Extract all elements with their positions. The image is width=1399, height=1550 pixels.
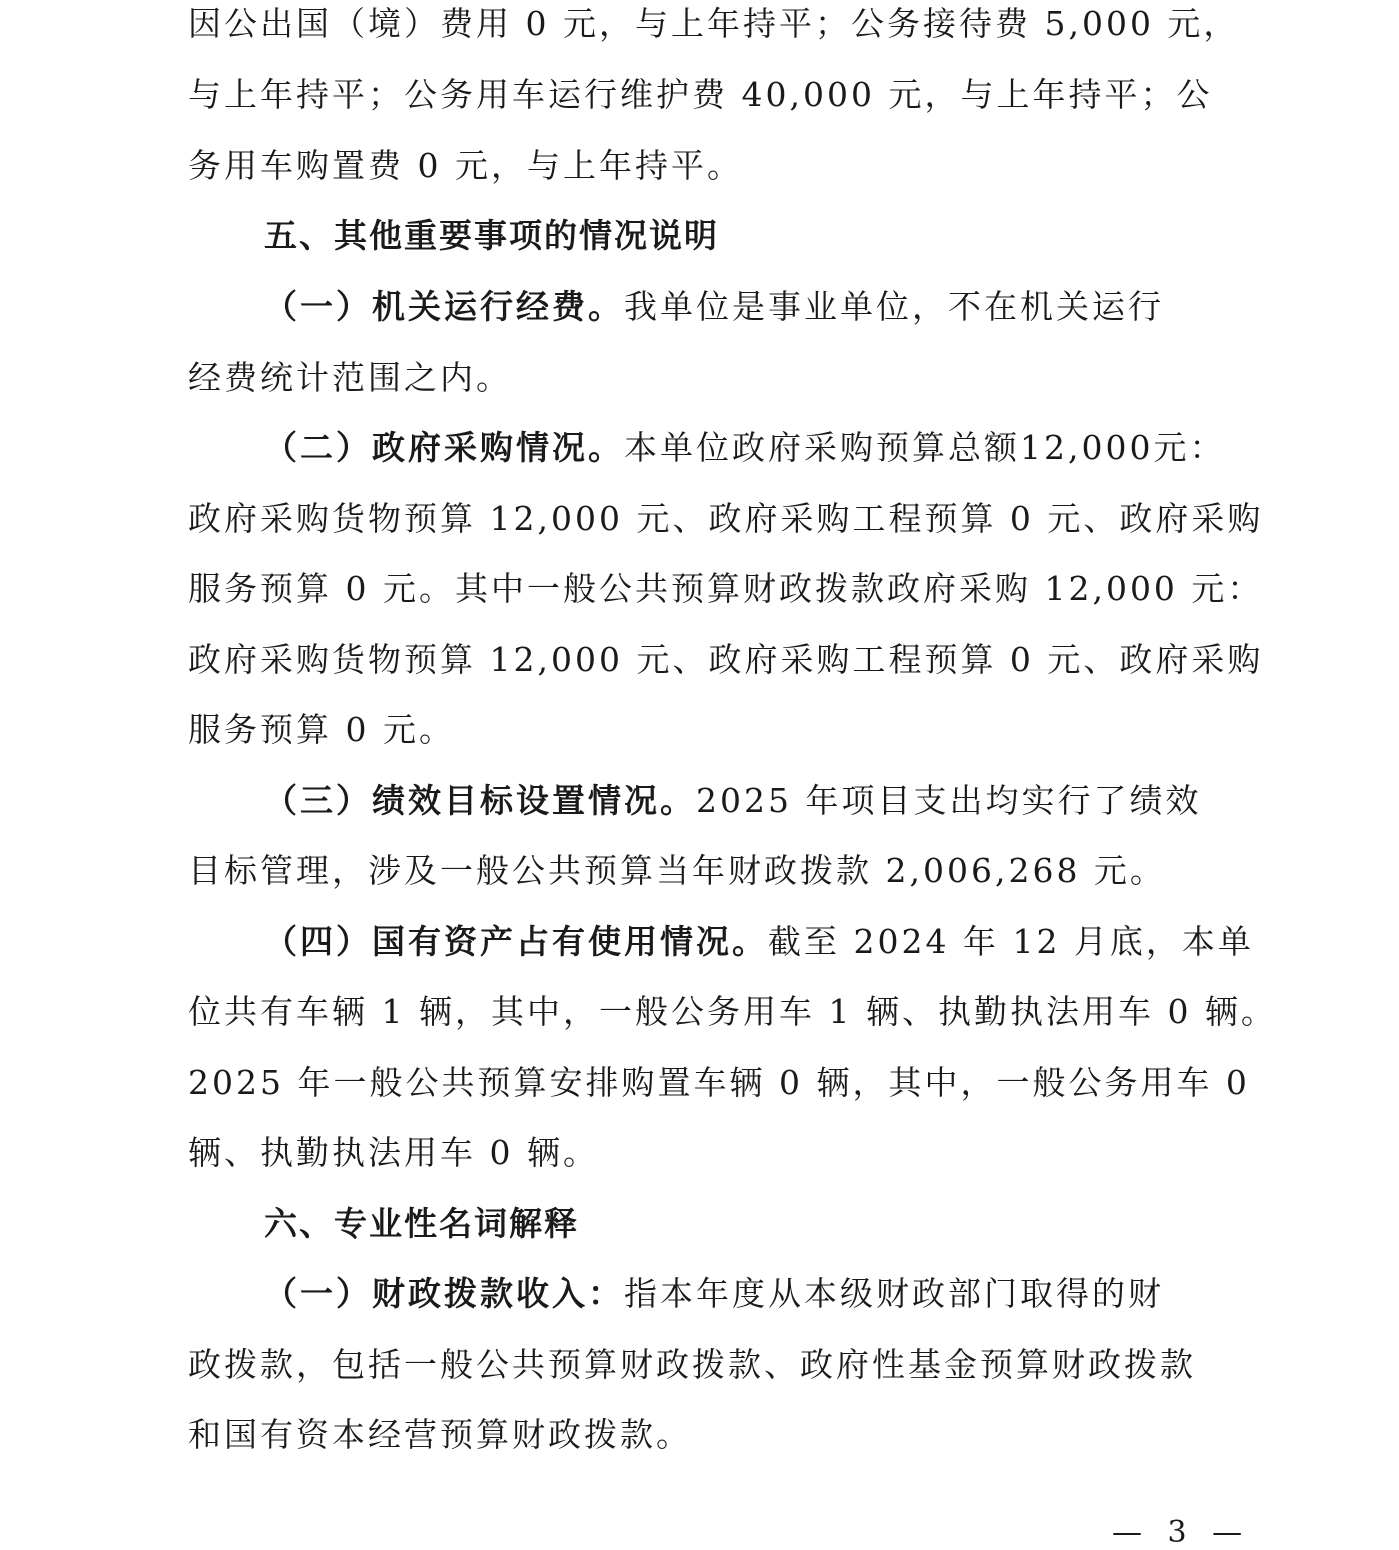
paragraph-line: 辆、执勤执法用车 0 辆。 xyxy=(188,1133,599,1172)
paragraph-text: 本单位政府采购预算总额12,000元： xyxy=(624,428,1226,467)
paragraph-line: 位共有车辆 1 辆，其中，一般公务用车 1 辆、执勤执法用车 0 辆。 xyxy=(188,992,1277,1031)
paragraph-line: 与上年持平；公务用车运行维护费 40,000 元，与上年持平；公 xyxy=(188,75,1213,114)
paragraph-line: 政府采购货物预算 12,000 元、政府采购工程预算 0 元、政府采购 xyxy=(188,499,1264,538)
paragraph-line xyxy=(264,287,1228,327)
subsection-label: （一）机关运行经费。 xyxy=(264,287,624,326)
paragraph-line xyxy=(264,428,1228,468)
paragraph-line: 目标管理，涉及一般公共预算当年财政拨款 2,006,268 元。 xyxy=(188,851,1166,890)
subsection-label: （一）财政拨款收入： xyxy=(264,1274,624,1313)
paragraph-line xyxy=(264,922,1254,962)
paragraph-text: 2025 年项目支出均实行了绩效 xyxy=(696,781,1202,820)
page-number: — 3 — xyxy=(1112,1515,1251,1550)
paragraph-line: 因公出国（境）费用 0 元，与上年持平；公务接待费 5,000 元， xyxy=(188,4,1240,43)
paragraph-line: 服务预算 0 元。 xyxy=(188,710,455,749)
paragraph-line: 服务预算 0 元。其中一般公共预算财政拨款政府采购 12,000 元： xyxy=(188,569,1264,608)
subsection-label: （二）政府采购情况。 xyxy=(264,428,624,467)
paragraph-text: 指本年度从本级财政部门取得的财 xyxy=(624,1274,1164,1313)
paragraph-line xyxy=(264,781,1228,821)
section-heading-5: 五、其他重要事项的情况说明 xyxy=(264,216,719,255)
paragraph-line: 经费统计范围之内。 xyxy=(188,358,512,397)
paragraph-line: 政拨款，包括一般公共预算财政拨款、政府性基金预算财政拨款 xyxy=(188,1345,1196,1384)
paragraph-line: 2025 年一般公共预算安排购置车辆 0 辆，其中，一般公务用车 0 xyxy=(188,1063,1250,1102)
paragraph-text: 截至 2024 年 12 月底，本单 xyxy=(768,922,1254,961)
paragraph-line: 和国有资本经营预算财政拨款。 xyxy=(188,1415,692,1454)
subsection-label: （三）绩效目标设置情况。 xyxy=(264,781,696,820)
paragraph-line xyxy=(264,1274,1228,1314)
paragraph-line: 务用车购置费 0 元，与上年持平。 xyxy=(188,146,743,185)
paragraph-line: 政府采购货物预算 12,000 元、政府采购工程预算 0 元、政府采购 xyxy=(188,640,1264,679)
paragraph-text: 我单位是事业单位，不在机关运行 xyxy=(624,287,1164,326)
subsection-label: （四）国有资产占有使用情况。 xyxy=(264,922,768,961)
section-heading-6: 六、专业性名词解释 xyxy=(264,1204,579,1243)
